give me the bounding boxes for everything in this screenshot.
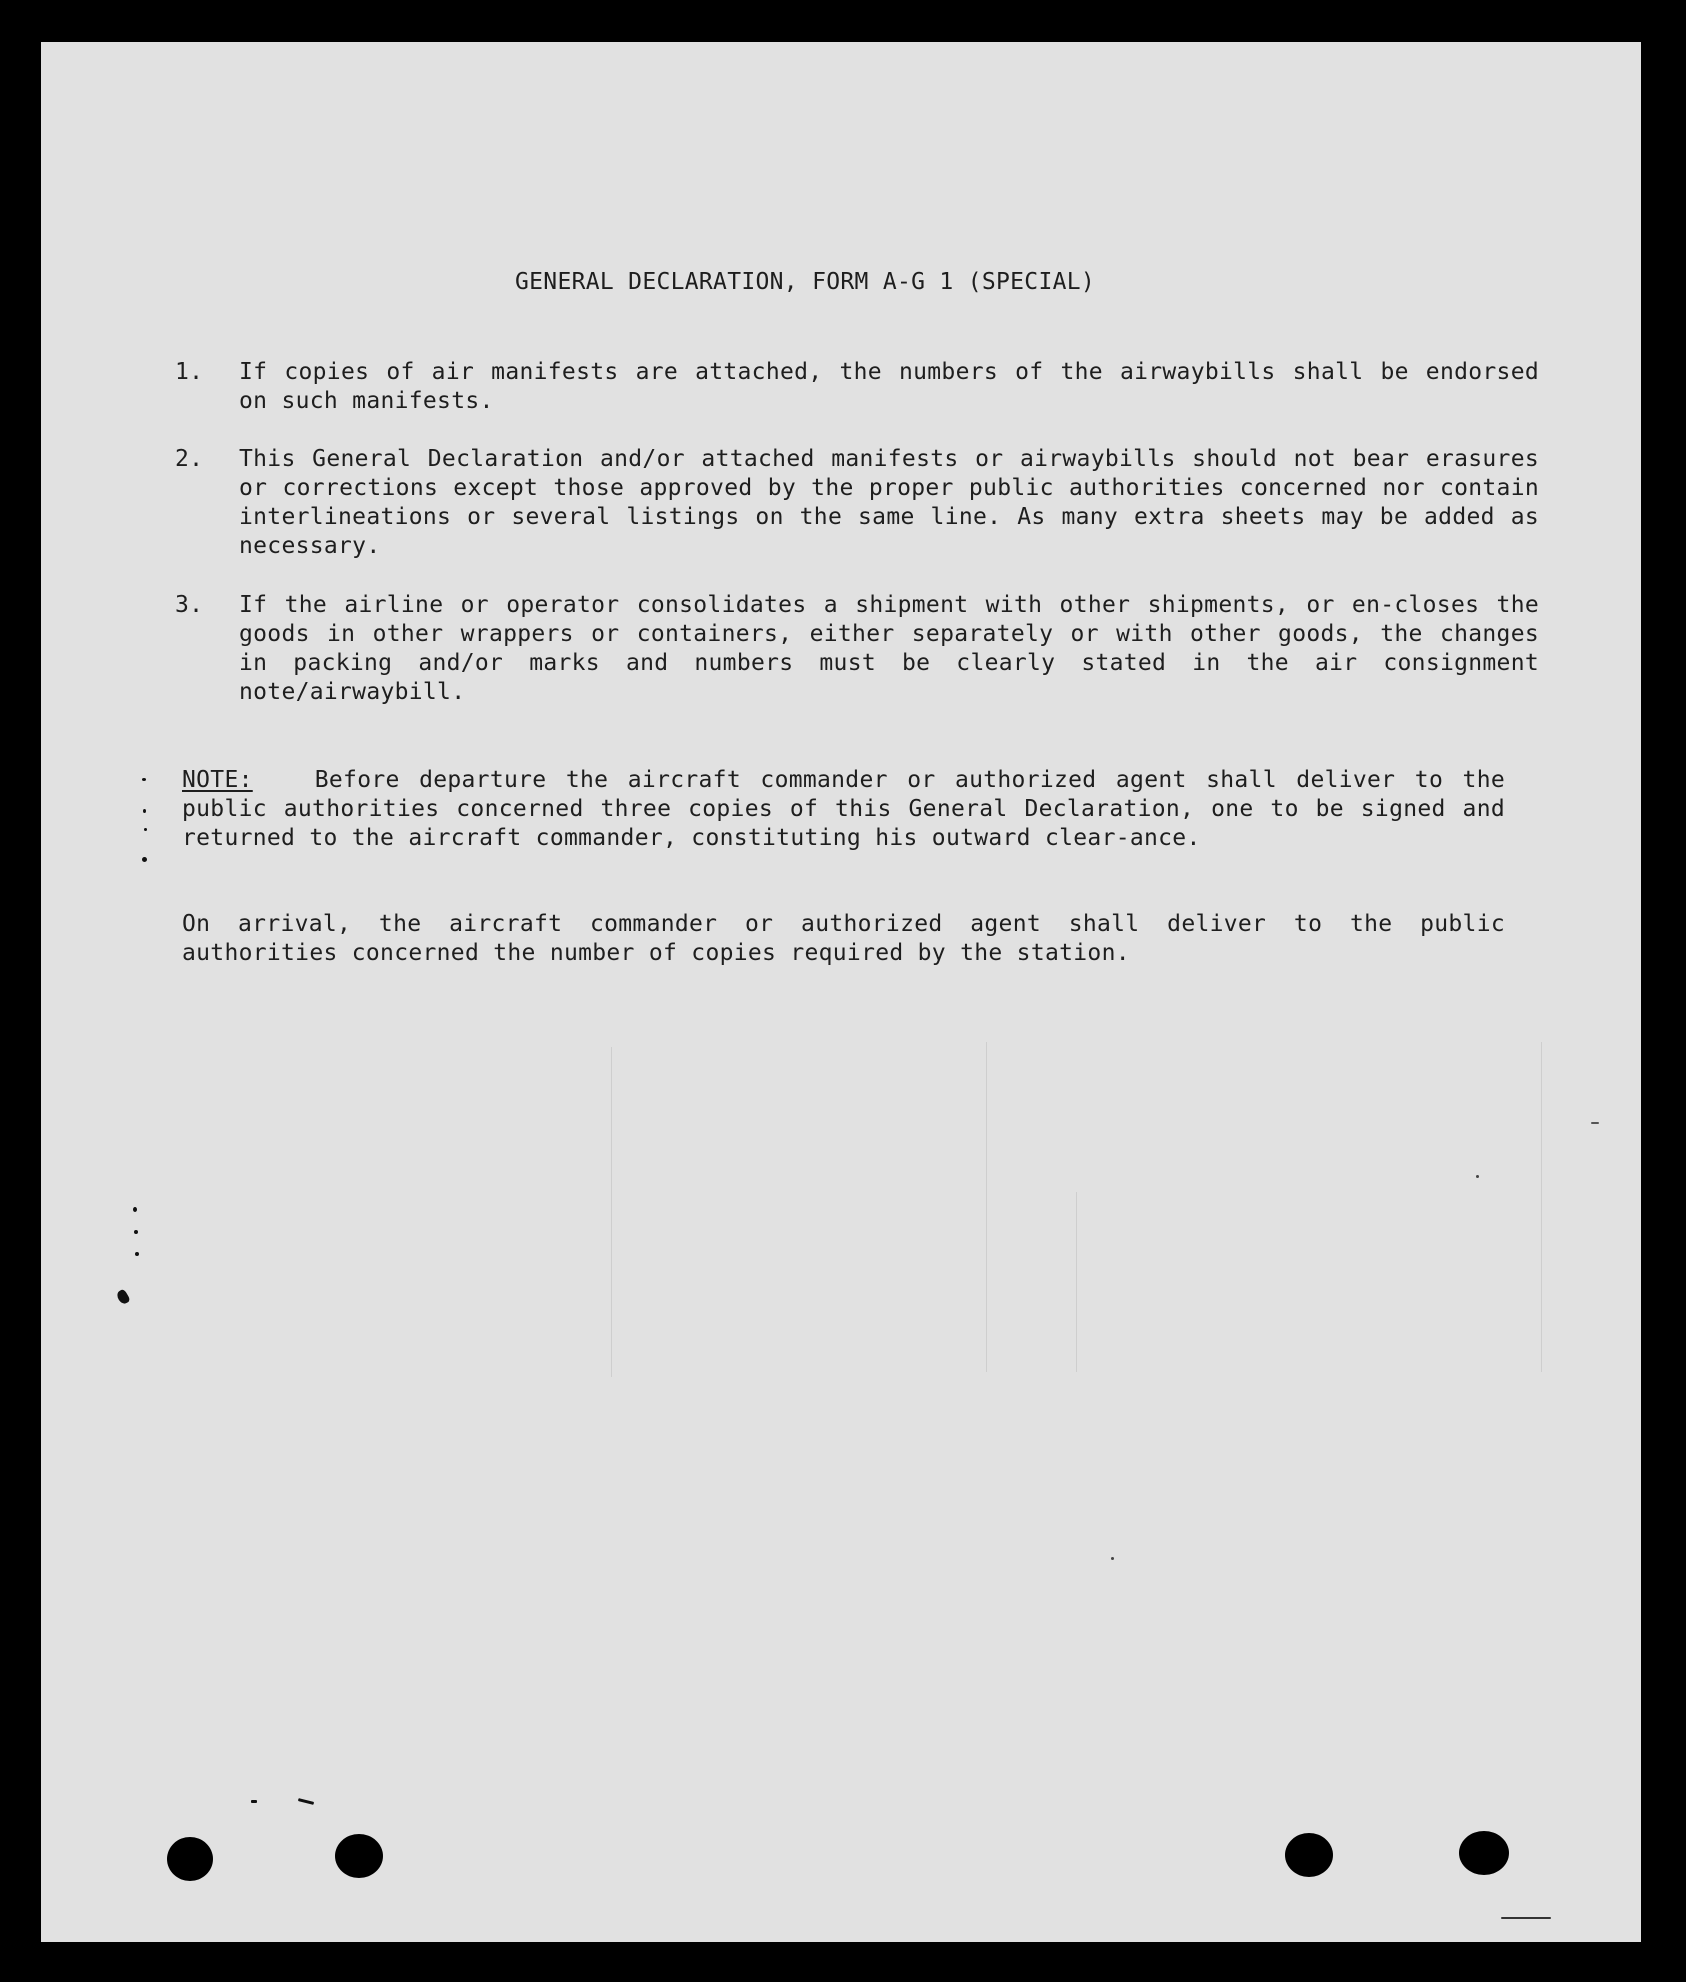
punch-hole	[167, 1837, 213, 1881]
ink-speck	[143, 809, 146, 813]
ink-speck	[144, 828, 147, 831]
punch-hole	[1459, 1831, 1509, 1875]
document-page	[41, 42, 1641, 1942]
list-item-text: This General Declaration and/or attached manifests or airwaybills should not bear erasures or corrections except those approved by the proper public authorities concerned nor contain interlineations or several listings on the same line. As many extra sheets may be added as necessary.	[239, 446, 1539, 559]
ink-speck	[115, 1288, 131, 1305]
bleed-through-line	[1076, 1192, 1077, 1372]
ink-speck	[251, 1800, 257, 1803]
ink-speck	[134, 1230, 138, 1234]
arrival-paragraph: On arrival, the aircraft commander or authorized agent shall deliver to the public authorities concerned the number of copies required by the station.	[182, 911, 1505, 966]
bleed-through-line	[611, 1047, 612, 1377]
ink-speck	[142, 857, 147, 862]
list-item-number: 1.	[175, 359, 204, 385]
ink-speck	[298, 1798, 314, 1805]
note-paragraph	[182, 766, 1505, 853]
ink-speck	[1501, 1917, 1551, 1919]
list-item-text: If copies of air manifests are attached, the numbers of the airwaybills shall be endorsed on such manifests.	[239, 359, 1539, 414]
ink-speck	[1591, 1122, 1599, 1124]
list-item-number: 2.	[175, 446, 204, 472]
ink-speck	[142, 778, 146, 781]
bleed-through-line	[1541, 1042, 1542, 1372]
ink-speck	[1476, 1175, 1479, 1178]
list-item-text: If the airline or operator consolidates a shipment with other shipments, or en-closes the goods in other wrappers or containers, either separately or with other goods, the changes in packing and/or marks and numbers must be clearly stated in the air consignment note/airwaybill.	[239, 592, 1539, 705]
ink-speck	[135, 1252, 139, 1256]
list-item-number: 3.	[175, 592, 204, 618]
note-text: Before departure the aircraft commander or authorized agent shall deliver to the public authorities concerned three copies of this General Declaration, one to be signed and returned to the aircraft commander, constituting his outward clear-ance.	[182, 767, 1505, 851]
ink-speck	[1111, 1557, 1114, 1560]
punch-hole	[335, 1834, 383, 1878]
punch-hole	[1285, 1833, 1333, 1877]
bleed-through-line	[986, 1042, 987, 1372]
ink-speck	[133, 1207, 137, 1212]
note-label: NOTE:	[182, 767, 253, 793]
document-title: GENERAL DECLARATION, FORM A-G 1 (SPECIAL)	[515, 269, 1096, 295]
